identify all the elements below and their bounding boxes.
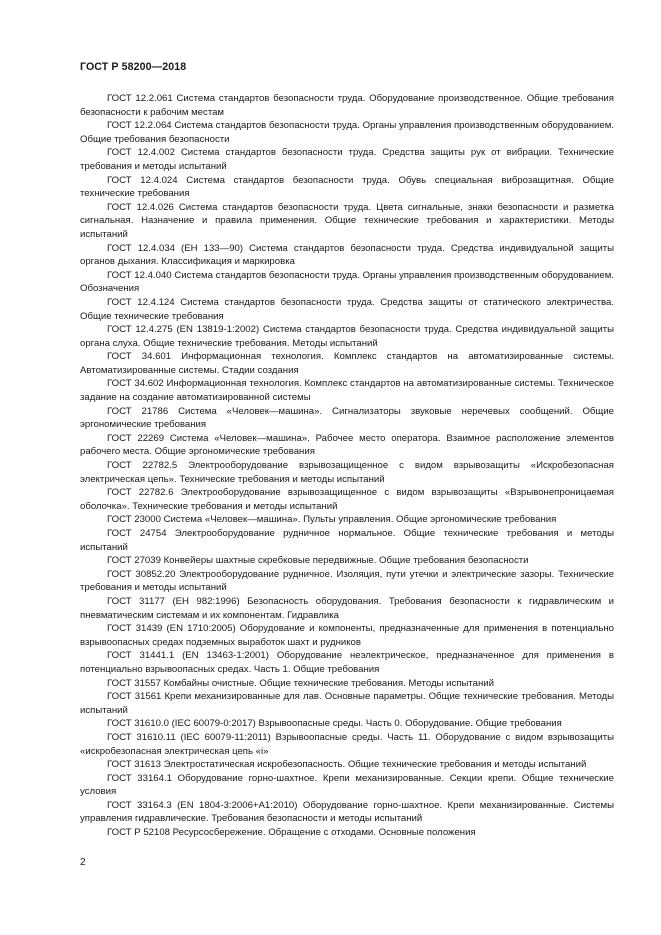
reference-entry: ГОСТ 22782.6 Электрооборудование взрывозащищенное с видом взрывозащиты «Взрывонепроницаемая оболочка». Технические требования и методы испытаний	[80, 487, 614, 512]
reference-entry: ГОСТ 22269 Система «Человек—машина». Рабочее место оператора. Взаимное расположение элементов рабочего места. Общие эргономические требования	[80, 432, 614, 458]
reference-entry: ГОСТ 12.4.034 (EH 133—90) Система стандартов безопасности труда. Средства индивидуальной защиты органов дыхания. Классификация и маркировка	[80, 242, 614, 268]
reference-entry: ГОСТ 33164.1 Оборудование горно-шахтное. Крепи механизированные. Секции крепи. Общие технические условия	[80, 772, 614, 798]
reference-entry: ГОСТ 30852.20 Электрооборудование рудничное. Изоляция, пути утечки и электрические зазоры. Технические требования и методы испытаний	[80, 568, 614, 594]
reference-entry: ГОСТ Р 52108 Ресурсосбережение. Обращение с отходами. Основные положения	[107, 827, 476, 839]
reference-entry: ГОСТ 31557 Комбайны очистные. Общие технические требования. Методы испытаний	[107, 677, 494, 689]
reference-entry: ГОСТ 31561 Крепи механизированные для лав. Основные параметры. Общие технические требования. Методы испытаний	[80, 691, 614, 716]
reference-entry: ГОСТ 12.2.064 Система стандартов безопасности труда. Органы управления производственным оборудованием. Общие требования безопасности	[80, 120, 614, 145]
document-header: ГОСТ Р 58200—2018	[80, 61, 187, 73]
reference-entry: ГОСТ 12.4.002 Система стандартов безопасности труда. Средства защиты рук от вибрации. Технические требования и методы испытаний	[80, 147, 614, 172]
reference-entry: ГОСТ 12.4.275 (EN 13819-1:2002) Система стандартов безопасности труда. Средства индивидуальной защиты органа слуха. Общие технические требования. Методы испытаний	[80, 324, 614, 349]
reference-entry: ГОСТ 12.4.024 Система стандартов безопасности труда. Обувь специальная виброзащитная. Общие технические требования	[80, 174, 614, 200]
reference-entry: ГОСТ 33164.3 (EN 1804-3:2006+A1:2010) Оборудование горно-шахтное. Крепи механизированные. Системы управления гидравлические. Требования безопасности и методы испытаний	[80, 799, 614, 825]
reference-entry: ГОСТ 34.601 Информационная технология. Комплекс стандартов на автоматизированные системы. Автоматизированные системы. Стадии создания	[80, 351, 614, 376]
reference-entry: ГОСТ 31441.1 (EN 13463-1:2001) Оборудование неэлектрическое, предназначенное для применения в потенциально взрывоопасных средах. Часть 1. Общие требования	[80, 650, 614, 675]
reference-entry: ГОСТ 24754 Электрооборудование рудничное нормальное. Общие технические требования и методы испытаний	[80, 528, 614, 553]
reference-entry: ГОСТ 31177 (EH 982:1996) Безопасность оборудования. Требования безопасности к гидравлическим и пневматическим системам и их компонентам. Гидравлика	[80, 595, 614, 621]
reference-entry: ГОСТ 21786 Система «Человек—машина». Сигнализаторы звуковые неречевых сообщений. Общие эргономические требования	[80, 405, 614, 431]
reference-entry: ГОСТ 34.602 Информационная технология. Комплекс стандартов на автоматизированные системы. Техническое задание на создание автоматизированной системы	[80, 378, 614, 404]
reference-entry: ГОСТ 31610.11 (IEC 60079-11:2011) Взрывоопасные среды. Часть 11. Оборудование с видом взрывозащиты «искробезопасная электрическая цепь «i»	[80, 731, 614, 757]
reference-entry: ГОСТ 22782.5 Электрооборудование взрывозащищенное с видом взрывозащиты «Искробезопасная электрическая цепь». Технические требования и методы испытаний	[80, 460, 614, 485]
reference-entry: ГОСТ 12.2.061 Система стандартов безопасности труда. Оборудование производственное. Общие требования безопасности к рабочим местам	[80, 93, 614, 118]
normative-references-list	[80, 92, 614, 840]
reference-entry: ГОСТ 12.4.124 Система стандартов безопасности труда. Средства защиты от статического электричества. Общие технические требования	[80, 296, 614, 322]
reference-entry: ГОСТ 31439 (EN 1710:2005) Оборудование и компоненты, предназначенные для применения в потенциально взрывоопасных средах подземных выработок шахт и рудников	[80, 623, 614, 648]
reference-entry: ГОСТ 31610.0 (IEC 60079-0:2017) Взрывоопасные среды. Часть 0. Оборудование. Общие требования	[107, 718, 562, 730]
reference-entry: ГОСТ 31613 Электростатическая искробезопасность. Общие технические требования и методы испытаний	[107, 759, 587, 771]
reference-entry: ГОСТ 27039 Конвейеры шахтные скребковые передвижные. Общие требования безопасности	[107, 555, 529, 567]
reference-entry: ГОСТ 12.4.040 Система стандартов безопасности труда. Органы управления производственным оборудованием. Обозначения	[80, 269, 614, 295]
reference-entry: ГОСТ 12.4.026 Система стандартов безопасности труда. Цвета сигнальные, знаки безопасности и разметка сигнальная. Назначение и правила применения. Общие технические требования и характеристики. Методы испытаний	[80, 201, 614, 240]
reference-entry: ГОСТ 23000 Система «Человек—машина». Пульты управления. Общие эргономические требования	[107, 514, 557, 526]
page-number: 2	[80, 857, 86, 868]
